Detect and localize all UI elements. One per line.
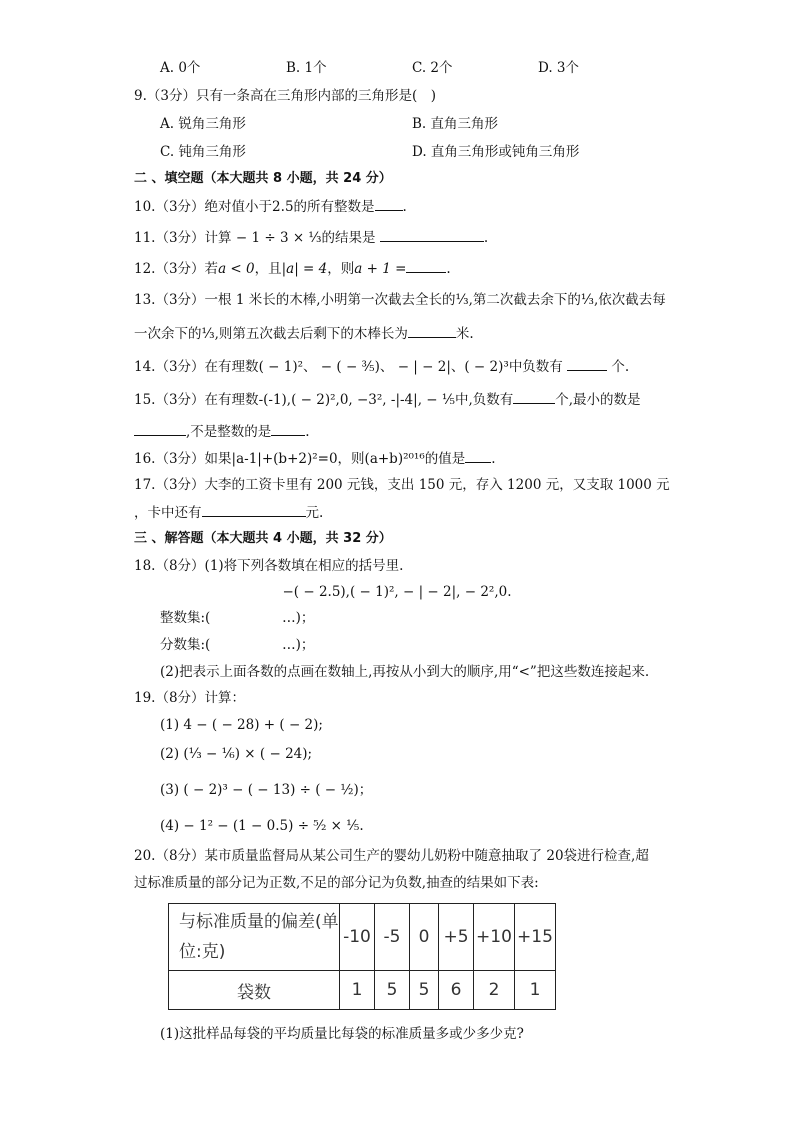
- q18-integer-set: 整数集:( …)；: [160, 610, 315, 626]
- answer-blank[interactable]: [567, 356, 607, 371]
- q20-line1: 20.（8分）某市质量监督局从某公司生产的婴幼儿奶粉中随意抽取了 20袋进行检查,超: [134, 848, 649, 864]
- section-heading-solutions: 三 、解答题（本大题共 4 小题，共 32 分）: [134, 531, 392, 546]
- q14-text-mid: 中负数有: [508, 359, 568, 375]
- table-header-count: 袋数: [169, 971, 340, 1010]
- q18-part2: (2)把表示上面各数的点画在数轴上,再按从小到大的顺序,用“<”把这些数连接起来.: [160, 664, 650, 680]
- table-cell: 2: [474, 971, 515, 1010]
- q13-line2: [134, 323, 474, 344]
- table-cell: 0: [410, 904, 439, 971]
- q11: [134, 227, 488, 248]
- table-cell: 5: [410, 971, 439, 1010]
- table-header-deviation: 与标准质量的偏差(单位:克): [169, 904, 340, 971]
- q15-text: 15.（3分）在有理数: [134, 392, 259, 408]
- q8-option-d: D. 3个: [538, 60, 580, 76]
- q17-end: 元.: [305, 505, 324, 521]
- answer-blank[interactable]: [465, 448, 491, 463]
- q13-end: 米.: [455, 326, 474, 342]
- q9-option-d: D. 直角三角形或钝角三角形: [412, 144, 580, 160]
- q10: [134, 196, 407, 217]
- table-cell: +5: [439, 904, 474, 971]
- q15-line1: [134, 389, 641, 410]
- answer-blank[interactable]: [134, 421, 186, 436]
- q14: [134, 356, 629, 377]
- table-cell: 1: [515, 971, 556, 1010]
- deviation-table: [168, 903, 556, 1010]
- q12-text-mid2: ，则: [327, 261, 355, 277]
- q15-text-mid1: 中,负数有: [454, 392, 514, 408]
- q15-text-mid3: ,不是整数的是: [186, 424, 272, 440]
- q13-line1: 13.（3分）一根 1 米长的木棒,小明第一次截去全长的⅓,第二次截去余下的⅓,依次截去每: [134, 292, 666, 308]
- table-cell: +10: [474, 904, 515, 971]
- q19-part4: (4) − 1² − (1 − 0.5) ÷ ⁵⁄₂ × ⅕.: [160, 818, 364, 834]
- answer-blank[interactable]: [408, 323, 456, 338]
- table-cell: 6: [439, 971, 474, 1010]
- answer-blank[interactable]: [271, 421, 305, 436]
- q14-numbers: ( − 1)²、 − ( − ⅗)、 − | − 2|、( − 2)³: [258, 359, 509, 375]
- table-cell: +15: [515, 904, 556, 971]
- q16: [134, 448, 496, 469]
- q11-text: 11.（3分）计算: [134, 230, 236, 246]
- answer-blank[interactable]: [406, 258, 446, 273]
- answer-blank[interactable]: [375, 196, 403, 211]
- q12-cond2: |a| = 4: [281, 261, 328, 277]
- q8-option-a: A. 0个: [160, 60, 201, 76]
- q20-sub1: (1)这批样品每袋的平均质量比每袋的标准质量多或少多少克?: [160, 1026, 524, 1042]
- q14-text: 14.（3分）在有理数: [134, 359, 259, 375]
- q15-numbers: -(-1),( − 2)²,0, −3², -|-4|, − ⅕: [258, 392, 455, 408]
- q13-text: 一次余下的⅓,则第五次截去后剩下的木棒长为: [134, 326, 408, 342]
- table-cell: 5: [375, 971, 410, 1010]
- q14-end: 个.: [607, 359, 630, 375]
- section-heading-fill-in: 二 、填空题（本大题共 8 小题，共 24 分）: [134, 171, 392, 186]
- q12: [134, 258, 451, 279]
- q19-part2: (2) (⅓ − ⅙) × ( − 24);: [160, 746, 313, 762]
- q8-option-b: B. 1个: [286, 60, 327, 76]
- table-cell: -5: [375, 904, 410, 971]
- table-row: [169, 904, 556, 971]
- q12-end: .: [446, 261, 451, 277]
- q19-part3: (3) ( − 2)³ − ( − 13) ÷ ( − ½)；: [160, 782, 373, 798]
- q12-text: 12.（3分）若: [134, 261, 219, 277]
- answer-blank[interactable]: [202, 502, 306, 517]
- q9-option-a: A. 锐角三角形: [160, 116, 246, 132]
- q10-end: .: [402, 199, 407, 215]
- q9-stem: 9.（3分）只有一条高在三角形内部的三角形是( ): [134, 88, 437, 104]
- q20-line2: 过标准质量的部分记为正数,不足的部分记为负数,抽查的结果如下表:: [134, 875, 539, 891]
- q16-end: .: [491, 451, 496, 467]
- q19-stem: 19.（8分）计算：: [134, 690, 246, 706]
- q12-text-mid1: ，且: [254, 261, 282, 277]
- q11-expression: − 1 ÷ 3 × ⅓: [235, 230, 322, 246]
- q17-text: ，卡中还有: [134, 505, 202, 521]
- q17-line2: [134, 502, 323, 523]
- q11-end: .: [483, 230, 489, 246]
- table-cell: 1: [340, 971, 375, 1010]
- q9-option-b: B. 直角三角形: [412, 116, 499, 132]
- q18-stem: 18.（8分）(1)将下列各数填在相应的括号里.: [134, 558, 404, 574]
- q8-option-c: C. 2个: [412, 60, 453, 76]
- q12-cond1: a < 0: [218, 261, 255, 277]
- answer-blank[interactable]: [513, 389, 555, 404]
- q18-fraction-set: 分数集:( …)；: [160, 637, 315, 653]
- q15-line2: [134, 421, 310, 442]
- q16-text: 16.（3分）如果|a-1|+(b+2)²=0，则(a+b)²⁰¹⁶的值是: [134, 451, 466, 467]
- table-row: [169, 971, 556, 1010]
- q15-end: .: [305, 424, 310, 440]
- table-cell: -10: [340, 904, 375, 971]
- q15-text-mid2: 个,最小的数是: [555, 392, 641, 408]
- q12-expression: a + 1 =: [354, 261, 407, 277]
- q18-numbers: −( − 2.5),( − 1)², − | − 2|, − 2²,0.: [282, 584, 512, 600]
- answer-blank[interactable]: [380, 227, 484, 242]
- q9-option-c: C. 钝角三角形: [160, 144, 246, 160]
- q19-part1: (1) 4 − ( − 28) + ( − 2);: [160, 717, 323, 733]
- q10-text: 10.（3分）绝对值小于2.5的所有整数是: [134, 199, 375, 215]
- q17-line1: 17.（3分）大李的工资卡里有 200 元钱，支出 150 元，存入 1200 元，又支取 1000 元: [134, 477, 670, 493]
- q11-text-mid: 的结果是: [321, 230, 380, 246]
